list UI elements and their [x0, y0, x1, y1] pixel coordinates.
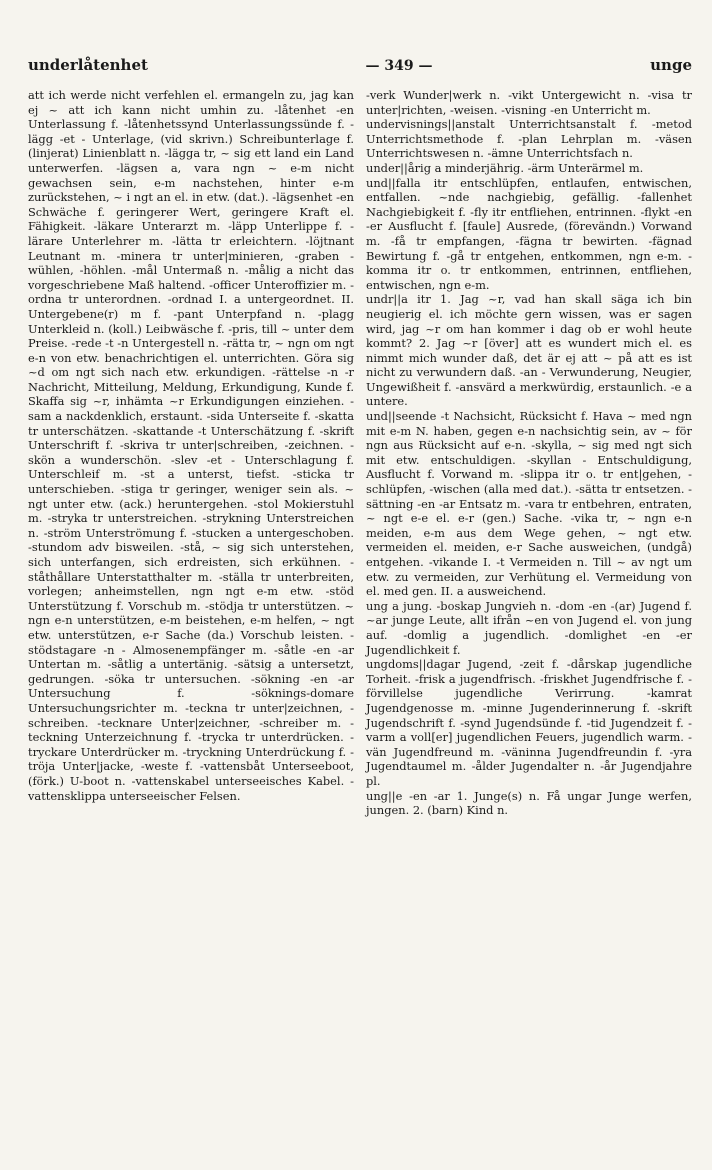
entry-paragraph: ung||e -en -ar 1. Junge(s) n. Få ungar Junge werfen, jungen. 2. (barn) Kind n. [366, 788, 692, 818]
entry-paragraph: undervisnings||anstalt Unterrichtsanstalt f. -metod Unterrichtsmethode f. -plan Lehrplan m. -väsen Unterrichtswesen n. -ämne Unterrichtsfach n. [366, 117, 692, 161]
page-header [28, 56, 692, 74]
entry-paragraph: -verk Wunder|werk n. -vikt Untergewicht n. -visa tr unter|richten, -weisen. -visning -en Unterricht m. [366, 88, 692, 117]
entry-paragraph: att ich werde nicht verfehlen el. ermangeln zu, jag kan ej ~ att ich kann nicht umhin zu. -låtenhet -en Unterlassung f. -låtenhetssynd Unterlassungssünde f. -lägg -et - Unterlage, (vid skrivn.) Schreibunterlage f. (linjerat) Linienblatt n. -lägga tr, ~ sig ett land ein Land unterwerfen. -lägsen a, vara ngn ~ e-m nicht gewachsen sein, e-m nachstehen, hinter e-m zurückstehen, ~ i ngt an el. in etw. (dat.). -lägsenhet -en Schwäche f. geringerer Wert, geringere Kraft el. Fähigkeit. -läkare Unterarzt m. -läpp Unterlippe f. -lärare Unterlehrer m. -lätta tr erleichtern. -löjtnant Leutnant m. -minera tr unter|minieren, -graben -wühlen, -höhlen. -mål Untermaß n. -målig a nicht das vorgeschriebene Maß haltend. -officer Unteroffizier m. -ordna tr unterordnen. -ordnad I. a untergeordnet. II. Untergebene(r) m f. -pant Unterpfand n. -plagg Unterkleid n. (koll.) Leibwäsche f. -pris, till ~ unter dem Preise. -rede -t -n Untergestell n. -rätta tr, ~ ngn om ngt e-n von etw. benachrichtigen el. unterrichten. Göra sig ~d om ngt sich nach etw. erkundigen. -rättelse -n -r Nachricht, Mitteilung, Meldung, Erkundigung, Kunde f. Skaffa sig ~r, inhämta ~r Erkundigungen einziehen. -sam a nackdenklich, erstaunt. -sida Unterseite f. -skatta tr unterschätzen. -skattande -t Unterschätzung f. -skrift Unterschrift f. -skriva tr unter|schreiben, -zeichnen. -skön a wunderschön. -slev -et - Unterschlagung f. Unterschleif m. -st a unterst, tiefst. -sticka tr unterschieben. -stiga tr geringer, weniger sein als. ~ ngt unter etw. (ack.) heruntergehen. -stol Mokierstuhl m. -stryka tr unterstreichen. -strykning Unterstreichen n. -ström Unterströmung f. -stucken a untergeschoben. -stundom adv bisweilen. -stå, ~ sig sich unterstehen, sich unterfangen, sich erdreisten, sich erkühnen. -ståthållare Unterstatthalter m. -ställa tr unterbreiten, vorlegen; anheimstellen, ngn ngt e-m etw. -stöd Unterstützung f. Vorschub m. -stödja tr unterstützen. ~ ngn e-n unterstützen, e-m beistehen, e-m helfen, ~ ngt etw. unterstützen, e-r Sache (da.) Vorschub leisten. -stödstagare -n - Almosenempfänger m. -såtle -en -ar Untertan m. -såtlig a untertänig. -sätsig a untersetzt, gedrungen. -söka tr untersuchen. -sökning -en -ar Untersuchung f. -söknings-domare Untersuchungsrichter m. -teckna tr unter|zeichnen, -schreiben. -tecknare Unter|zeichner, -schreiber m. -teckning Unterzeichnung f. -trycka tr unterdrücken. -tryckare Unterdrücker m. -tryckning Unterdrückung f. -tröja Unter|jacke, -weste f. -vattensbåt Unterseeboot, (förk.) U-boot n. -vattenskabel unterseeisches Kabel. -vattensklippa unterseeischer Felsen. [28, 88, 354, 803]
entry-paragraph: und||falla itr entschlüpfen, entlaufen, entwischen, entfallen. ~nde nachgiebig, gefällig. -fallenhet Nachgiebigkeit f. -fly itr entfliehen, entrinnen. -flykt -en -er Ausflucht f. [faule] Ausrede, (förevändn.) Vorwand m. -få tr empfangen, -fägna tr bewirten. -fägnad Bewirtung f. -gå tr entgehen, entkommen, ngn e-m. -komma itr o. tr entkommen, entrinnen, entfliehen, entwischen, ngn e-m. [366, 175, 692, 292]
page-number: — 349 — [365, 58, 433, 74]
left-column [28, 88, 354, 818]
entry-paragraph: undr||a itr 1. Jag ~r, vad han skall säga ich bin neugierig el. ich möchte gern wissen, was er sagen wird, jag ~r om han kommer i dag ob er wohl heute kommt? 2. Jag ~r [över] att es wundert mich el. es nimmt mich wunder daß, det är ej att ~ på att es ist nicht zu verwundern daß. -an - Verwunderung, Neugier, Ungewißheit f. -ansvärd a merkwürdig, erstaunlich. -e a untere. [366, 292, 692, 409]
right-column [366, 88, 692, 818]
entry-paragraph: ungdoms||dagar Jugend, -zeit f. -dårskap jugendliche Torheit. -frisk a jugendfrisch. -friskhet Jugendfrische f. -förvillelse jugendliche Verirrung. -kamrat Jugendgenosse m. -minne Jugenderinnerung f. -skrift Jugendschrift f. -synd Jugendsünde f. -tid Jugendzeit f. -varm a voll[er] jugendlichen Feuers, jugendlich warm. -vän Jugendfreund m. -väninna Jugendfreundin f. -yra Jugendtaumel m. -ålder Jugendalter n. -år Jugendjahre pl. [366, 657, 692, 788]
entry-paragraph: under||årig a minderjährig. -ärm Unterärmel m. [366, 160, 644, 175]
header-right-word: unge [650, 56, 692, 74]
entry-paragraph: und||seende -t Nachsicht, Rücksicht f. Hava ~ med ngn mit e-m N. haben, gegen e-n nachsichtig sein, av ~ för ngn aus Rücksicht auf e-n. -skylla, ~ sig med ngt sich mit etw. entschuldigen. -skyllan - Entschuldigung, Ausflucht f. Vorwand m. -slippa itr o. tr ent|gehen, -schlüpfen, -wischen (alla med dat.). -sätta tr entsetzen. -sättning -en -ar Entsatz m. -vara tr entbehren, entraten, ~ ngt e-e el. e-r (gen.) Sache. -vika tr, ~ ngn e-n meiden, e-m aus dem Wege gehen, ~ ngt etw. vermeiden el. meiden, e-r Sache ausweichen, (undgå) entgehen. -vikande I. -t Vermeiden n. Till ~ av ngt um etw. zu vermeiden, zur Verhütung el. Vermeidung von el. med gen. II. a ausweichend. [366, 409, 692, 599]
entry-paragraph: ung a jung. -boskap Jungvieh n. -dom -en -(ar) Jugend f. ~ar junge Leute, allt ifrån ~en von Jugend el. von jung auf. -domlig a jugendlich. -domlighet -en -er Jugendlichkeit f. [366, 598, 692, 657]
columns [28, 88, 692, 818]
header-left-word: underlåtenhet [28, 56, 148, 74]
